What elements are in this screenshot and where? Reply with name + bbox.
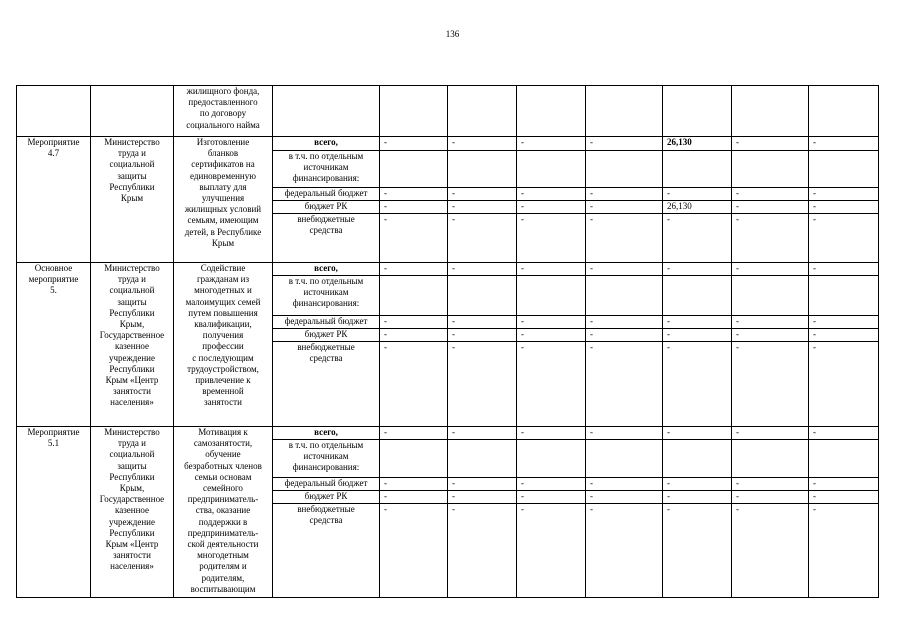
source-cell xyxy=(273,86,380,137)
value-cell: - xyxy=(380,316,448,329)
value-cell: - xyxy=(663,329,732,342)
value-cell: - xyxy=(586,201,663,214)
value-cell xyxy=(586,276,663,316)
value-cell: - xyxy=(380,214,448,263)
value-cell: - xyxy=(448,316,517,329)
table-row xyxy=(17,427,879,440)
value-cell xyxy=(663,86,732,137)
value-cell: - xyxy=(732,478,809,491)
value-cell: - xyxy=(380,137,448,151)
value-cell: - xyxy=(586,478,663,491)
value-cell xyxy=(448,86,517,137)
value-cell: - xyxy=(448,263,517,276)
value-cell: - xyxy=(448,214,517,263)
value-cell: - xyxy=(380,504,448,598)
value-cell: - xyxy=(732,263,809,276)
value-cell xyxy=(732,86,809,137)
source-label: в т.ч. по отдельным источникам финансирования: xyxy=(273,440,380,478)
value-cell: 26,130 xyxy=(663,201,732,214)
value-cell: - xyxy=(517,478,586,491)
value-cell: - xyxy=(663,342,732,427)
source-label: всего, xyxy=(273,427,380,440)
value-cell xyxy=(380,440,448,478)
value-cell: - xyxy=(809,201,879,214)
value-cell xyxy=(517,276,586,316)
value-cell: - xyxy=(448,342,517,427)
value-cell: - xyxy=(732,329,809,342)
value-cell: - xyxy=(586,329,663,342)
value-cell: - xyxy=(517,263,586,276)
value-cell xyxy=(380,151,448,188)
value-cell: - xyxy=(663,504,732,598)
value-cell: - xyxy=(732,427,809,440)
source-label: всего, xyxy=(273,263,380,276)
value-cell: - xyxy=(809,491,879,504)
value-cell: - xyxy=(809,504,879,598)
value-cell: - xyxy=(809,342,879,427)
financing-table xyxy=(16,85,879,598)
value-cell: - xyxy=(586,214,663,263)
value-cell: - xyxy=(380,188,448,201)
value-cell xyxy=(586,86,663,137)
value-cell: - xyxy=(732,188,809,201)
value-cell: - xyxy=(586,316,663,329)
table-row xyxy=(17,86,879,137)
value-cell: - xyxy=(809,137,879,151)
value-cell: - xyxy=(517,329,586,342)
value-cell: - xyxy=(380,427,448,440)
status-cell: Мероприятие 5.1 xyxy=(17,427,91,598)
value-cell: - xyxy=(732,137,809,151)
source-label: федеральный бюджет xyxy=(273,188,380,201)
value-cell xyxy=(586,151,663,188)
value-cell: - xyxy=(586,491,663,504)
value-cell: - xyxy=(448,137,517,151)
value-cell: - xyxy=(517,188,586,201)
value-cell: - xyxy=(380,329,448,342)
executor-cell: Министерство труда и социальной защиты Республики Крым xyxy=(91,137,174,263)
value-cell xyxy=(809,276,879,316)
value-cell: - xyxy=(448,329,517,342)
value-cell: - xyxy=(517,137,586,151)
value-cell: - xyxy=(663,263,732,276)
value-cell: - xyxy=(586,342,663,427)
value-cell xyxy=(663,276,732,316)
value-cell: - xyxy=(586,427,663,440)
value-cell: - xyxy=(586,137,663,151)
value-cell: - xyxy=(809,188,879,201)
value-cell: - xyxy=(380,201,448,214)
page-number: 136 xyxy=(445,29,460,39)
value-cell xyxy=(663,440,732,478)
value-cell: - xyxy=(809,263,879,276)
source-label: внебюджетные средства xyxy=(273,342,380,427)
value-cell: - xyxy=(732,316,809,329)
value-cell: - xyxy=(663,427,732,440)
source-label: всего, xyxy=(273,137,380,151)
value-cell: - xyxy=(663,491,732,504)
value-cell: - xyxy=(517,504,586,598)
value-cell: - xyxy=(663,316,732,329)
value-cell xyxy=(517,86,586,137)
value-cell xyxy=(732,151,809,188)
executor-cell: Министерство труда и социальной защиты Республики Крым, Государственное казенное учреждение Республики Крым «Центр занятости населения» xyxy=(91,427,174,598)
value-cell xyxy=(809,440,879,478)
value-cell: - xyxy=(448,201,517,214)
value-cell: - xyxy=(732,201,809,214)
value-cell: - xyxy=(448,504,517,598)
value-cell xyxy=(448,440,517,478)
source-label: в т.ч. по отдельным источникам финансирования: xyxy=(273,151,380,188)
value-cell: - xyxy=(517,342,586,427)
value-cell: - xyxy=(448,427,517,440)
table-row xyxy=(17,263,879,276)
value-cell xyxy=(732,276,809,316)
value-cell: - xyxy=(448,188,517,201)
status-cell: Мероприятие 4.7 xyxy=(17,137,91,263)
value-cell: - xyxy=(732,491,809,504)
value-cell: - xyxy=(809,478,879,491)
value-cell: - xyxy=(586,263,663,276)
source-label: внебюджетные средства xyxy=(273,214,380,263)
value-cell: - xyxy=(517,214,586,263)
value-cell xyxy=(380,276,448,316)
value-cell xyxy=(809,86,879,137)
value-cell xyxy=(380,86,448,137)
status-cell xyxy=(17,86,91,137)
value-cell xyxy=(586,440,663,478)
value-cell: - xyxy=(517,491,586,504)
value-cell: - xyxy=(380,263,448,276)
description-cell: Содействие гражданам из многодетных и малоимущих семей путем повышения квалификации, получения профессии с последующим трудоустройством, привлечение к временной занятости xyxy=(174,263,273,427)
value-cell: - xyxy=(663,214,732,263)
description-cell: жилищного фонда, предоставленного по договору социального найма xyxy=(174,86,273,137)
executor-cell: Министерство труда и социальной защиты Республики Крым, Государственное казенное учреждение Республики Крым «Центр занятости населения» xyxy=(91,263,174,427)
value-cell: - xyxy=(517,316,586,329)
value-cell: - xyxy=(380,478,448,491)
value-cell: - xyxy=(809,316,879,329)
source-label: федеральный бюджет xyxy=(273,316,380,329)
value-cell: - xyxy=(380,491,448,504)
value-cell: - xyxy=(586,504,663,598)
value-cell xyxy=(517,151,586,188)
executor-cell xyxy=(91,86,174,137)
value-cell: - xyxy=(732,214,809,263)
value-cell xyxy=(809,151,879,188)
table-body xyxy=(17,86,879,598)
description-cell: Изготовление бланков сертификатов на единовременную выплату для улучшения жилищных условий семьям, имеющим детей, в Республике Крым xyxy=(174,137,273,263)
value-cell xyxy=(517,440,586,478)
value-cell: - xyxy=(380,342,448,427)
value-cell: - xyxy=(663,478,732,491)
description-cell: Мотивация к самозанятости, обучение безработных членов семьи основам семейного предприниматель- ства, оказание поддержки в предприниматель- ской деятельности многодетным родителям и родителям, воспитывающим xyxy=(174,427,273,598)
value-cell: - xyxy=(517,427,586,440)
value-cell: - xyxy=(517,201,586,214)
value-cell xyxy=(732,440,809,478)
value-cell xyxy=(663,151,732,188)
source-label: бюджет РК xyxy=(273,201,380,214)
status-cell: Основное мероприятие 5. xyxy=(17,263,91,427)
source-label: федеральный бюджет xyxy=(273,478,380,491)
value-cell: 26,130 xyxy=(663,137,732,151)
value-cell: - xyxy=(809,214,879,263)
table-row xyxy=(17,137,879,151)
source-label: бюджет РК xyxy=(273,329,380,342)
value-cell: - xyxy=(448,478,517,491)
value-cell: - xyxy=(663,188,732,201)
value-cell xyxy=(448,276,517,316)
value-cell: - xyxy=(809,427,879,440)
value-cell: - xyxy=(809,329,879,342)
source-label: в т.ч. по отдельным источникам финансирования: xyxy=(273,276,380,316)
value-cell: - xyxy=(732,342,809,427)
value-cell: - xyxy=(732,504,809,598)
source-label: внебюджетные средства xyxy=(273,504,380,598)
value-cell xyxy=(448,151,517,188)
value-cell: - xyxy=(448,491,517,504)
source-label: бюджет РК xyxy=(273,491,380,504)
value-cell: - xyxy=(586,188,663,201)
